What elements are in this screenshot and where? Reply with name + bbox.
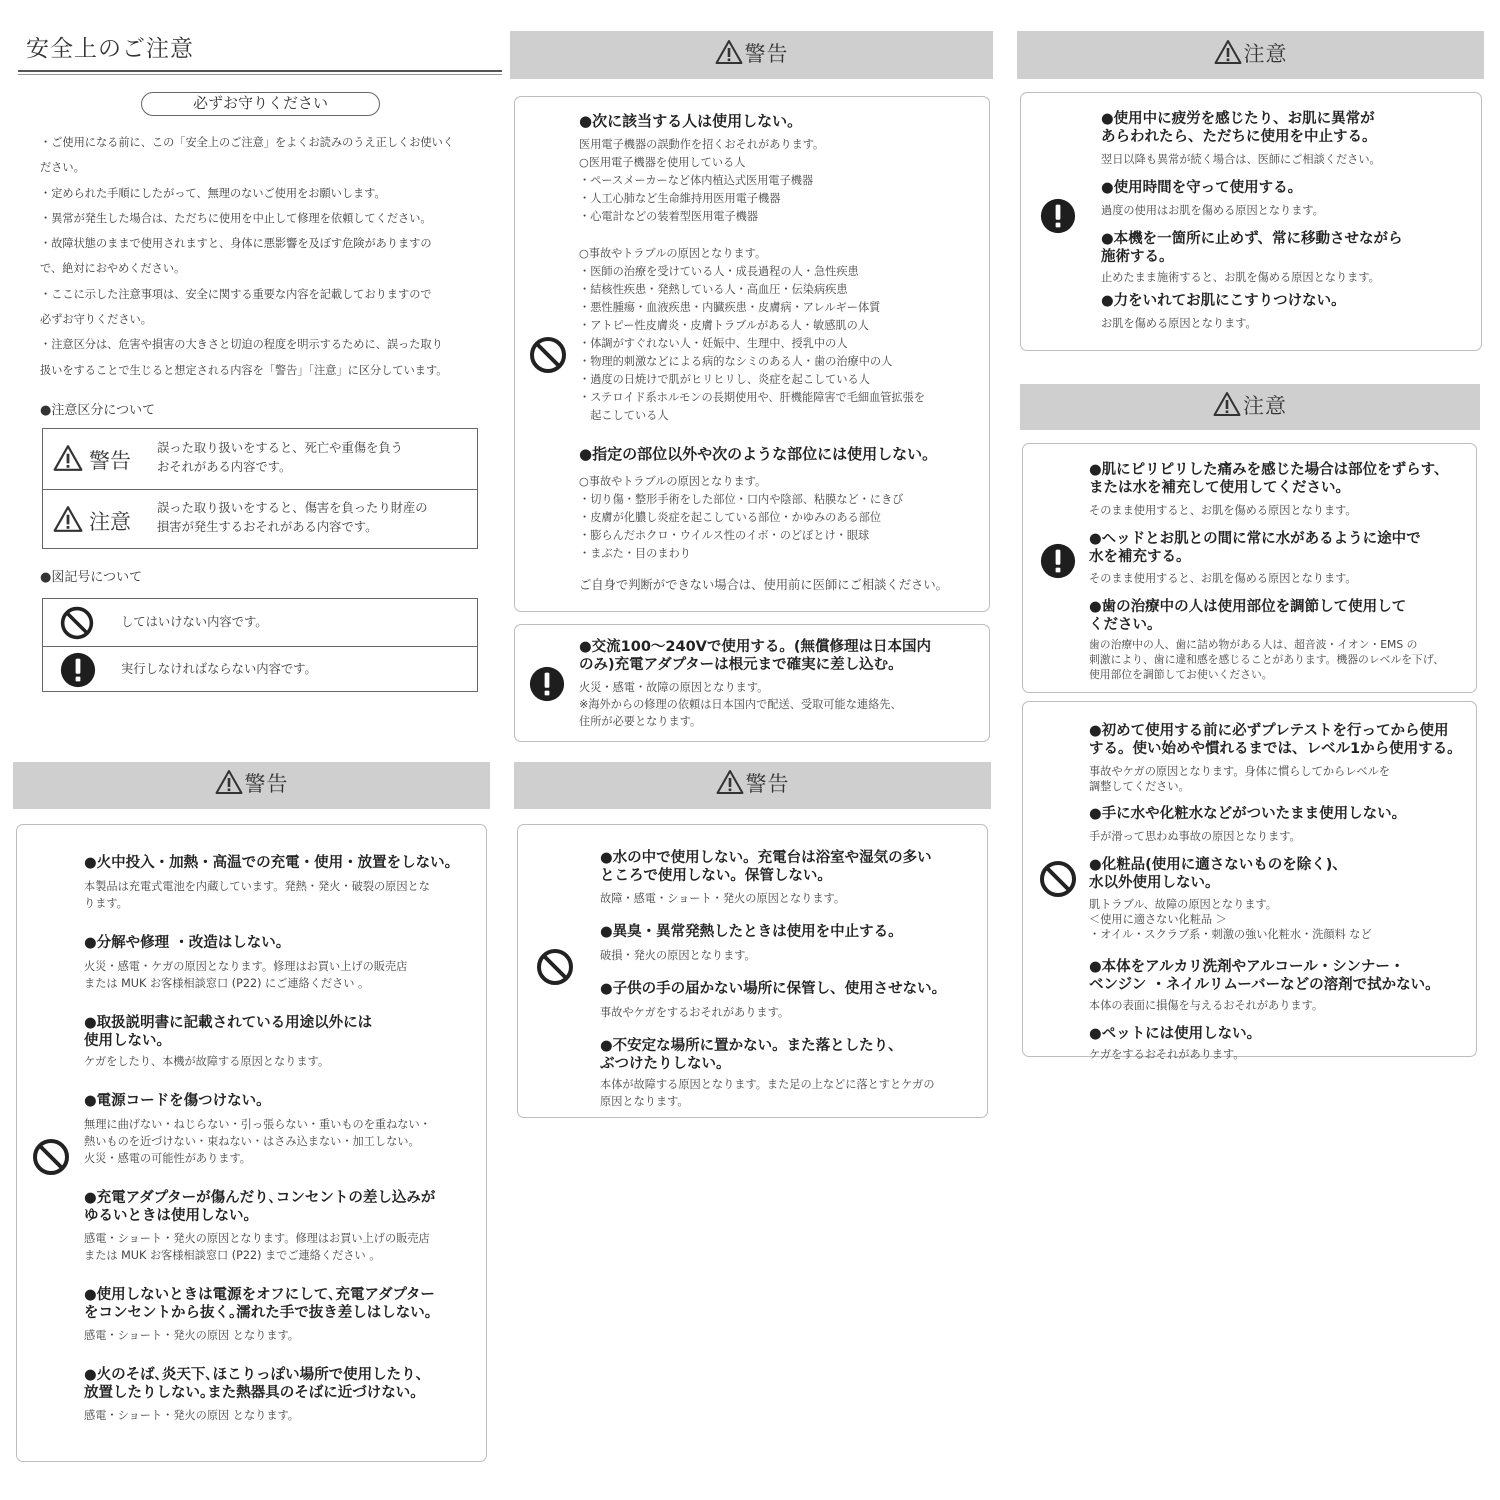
warning-box-persons (514, 96, 990, 612)
must-follow-badge: 必ずお守りください (141, 92, 380, 116)
item-heading: ●使用中に疲労を感じたり、お肌に異常が あらわれたら、ただちに使用を中止する。 (1101, 111, 1377, 145)
intro-line: ・ここに示した注意事項は、安全に関する重要な内容を記載しておりますので 必ずお守りください。 (40, 287, 432, 327)
caution-header-2 (1020, 384, 1480, 430)
item-note: 肌トラブル、故障の原因となります。 ＜使用に適さない化粧品 ＞ ・オイル・スクラブ系・刺激の強い化粧水・洗顔料 など (1089, 898, 1372, 941)
warning-triangle-icon (716, 769, 744, 795)
warning-triangle-icon (53, 444, 83, 472)
prohibition-icon (1038, 859, 1078, 899)
item-heading: ●子供の手の届かない場所に保管し、使用させない。 (600, 981, 947, 997)
item-heading: ●力をいれてお肌にこすりつけない。 (1101, 293, 1346, 309)
warning-box-fire (16, 824, 487, 1462)
warning-header-label: 警告 (745, 772, 790, 796)
item-heading: ●手に水や化粧水などがついたまま使用しない。 (1089, 806, 1407, 822)
symbol-desc: 実行しなければならない内容です。 (121, 662, 317, 676)
category-row-caution (43, 489, 477, 549)
consult-doctor-note: ご自身で判断ができない場合は、使用前に医師にご相談ください。 (579, 577, 948, 592)
symbol-row-prohibited (43, 599, 477, 646)
item-heading: ●本機を一箇所に止めず、常に移動させながら 施術する。 (1101, 231, 1403, 265)
item-note: 医用電子機器の誤動作を招くおそれがあります。 ○医用電子機器を使用している人 ・ペースメーカーなど体内植込式医用電子機器 ・人工心肺など生命維持用医用電子機器 ・心電計などの装着型医用電子機器 ○事故やトラブルの原因となります。 ・医師の治療を受けている人・成長過程の人・急性疾患 ・結核性疾患・発熱している人・高血圧・伝染病疾患 ・悪性腫瘍・血液疾患・内臓疾患・皮膚病・アレルギー体質 ・アトピー性皮膚炎・皮膚トラブルがある人・敏感肌の人 ・体調がすぐれない人・妊娠中、生理中、授乳中の人 ・物理的刺激などによる病的なシミのある人・歯の治療中の人 ・過度の日焼けで肌がヒリヒリし、炎症を起こしている人 ・ステロイド系ホルモンの長期使用や、肝機能障害で毛細血管拡張を 起こしている人 (579, 138, 926, 423)
title-divider-thin (18, 74, 502, 75)
intro-line: ・ご使用になる前に、この「安全上のご注意」をよくお読みのうえ正しくお使いく ださい。 (40, 136, 454, 175)
item-note: 止めたまま施術すると、お肌を傷める原因となります。 (1101, 271, 1380, 284)
item-heading: ●充電アダプターが傷んだり､コンセントの差し込みが ゆるいときは使用しない。 (84, 1190, 436, 1224)
item-note: 火災・感電・故障の原因となります。 ※海外からの修理の依頼は日本国内で配送、受取可能な連絡先、 住所が必要となります。 (579, 681, 902, 728)
symbol-legend (42, 598, 478, 692)
intro-line: ・定められた手順にしたがって、無理のないご使用をお願いします。 (40, 186, 386, 200)
warning-header-label: 警告 (244, 772, 289, 796)
item-heading: ●ヘッドとお肌との間に常に水があるように途中で 水を補充する。 (1089, 531, 1421, 565)
item-note: 本体が故障する原因となります。また足の上などに落とすとケガの 原因となります。 (600, 1078, 935, 1108)
caution-triangle-icon (1214, 39, 1242, 65)
item-note: 歯の治療中の人、歯に詰め物がある人は、超音波・イオン・EMS の 刺激により、歯に違和感を感じることがあります。機器のレベルを下げ、 使用部位を調節してお使いください。 (1089, 638, 1444, 681)
item-heading: ●火のそば､炎天下､ほこりっぽい場所で使用したり、 放置したりしない｡また熱器具のそばに近づけない。 (84, 1367, 431, 1401)
intro-line: ・故障状態のままで使用されますと、身体に悪影響を及ぼす危険がありますの で、絶対におやめください。 (40, 237, 432, 276)
symbol-heading: ●図記号について (40, 570, 143, 585)
item-heading: ●本体をアルカリ洗剤やアルコール・シンナー・ ベンジン ・ネイルリムーバーなどの溶剤で拭かない。 (1089, 959, 1440, 993)
caution-box-fatigue (1020, 92, 1482, 351)
item-note: 手が滑って思わぬ事故の原因となります。 (1089, 830, 1301, 843)
intro-list (40, 130, 488, 383)
item-note: 破損・発火の原因となります。 (600, 949, 756, 962)
prohibition-icon (31, 1137, 71, 1177)
mandatory-icon (1039, 197, 1077, 235)
item-note: 過度の使用はお肌を傷める原因となります。 (1101, 204, 1324, 217)
warning-box-water (517, 824, 988, 1118)
item-note: 本製品は充電式電池を内蔵しています。発熱・発火・破裂の原因とな ります。 (84, 880, 430, 910)
warning-triangle-icon (215, 769, 243, 795)
category-desc: 誤った取り扱いをすると、死亡や重傷を負う おそれがある内容です。 (157, 441, 403, 474)
item-heading: ●指定の部位以外や次のような部位には使用しない。 (579, 444, 938, 463)
item-heading: ●火中投入・加熱・高温での充電・使用・放置をしない。 (84, 855, 460, 871)
mandatory-icon (528, 665, 566, 703)
caution-triangle-icon (1213, 391, 1241, 417)
item-heading: ●次に該当する人は使用しない。 (579, 112, 803, 130)
category-desc: 誤った取り扱いをすると、傷害を負ったり財産の 損害が発生するおそれがある内容です。 (157, 501, 428, 534)
caution-triangle-icon (53, 505, 83, 533)
item-heading: ●分解や修理 ・改造はしない。 (84, 935, 291, 951)
item-note: 事故やケガの原因となります。身体に慣らしてからレベルを 調整してください。 (1089, 765, 1390, 793)
mandatory-icon (1039, 542, 1077, 580)
intro-line: ・注意区分は、危害や損害の大きさと切迫の程度を明示するために、誤った取り 扱いをすることで生じると想定される内容を「警告」「注意」に区分しています。 (40, 338, 448, 377)
item-heading: ●取扱説明書に記載されている用途以外には 使用しない。 (84, 1015, 373, 1049)
item-note: ケガをするおそれがあります。 (1089, 1048, 1245, 1061)
item-note: 無理に曲げない・ねじらない・引っ張らない・重いものを重ねない・ 熱いものを近づけない・束ねない・はさみ込まない・加工しない。 火災・感電の可能性があります。 (84, 1118, 431, 1165)
page-title: 安全上のご注意 (26, 36, 194, 62)
prohibition-icon (528, 335, 568, 375)
caution-box-skin (1022, 443, 1477, 693)
item-note: 故障・感電・ショート・発火の原因となります。 (600, 892, 846, 905)
item-note: 本体の表面に損傷を与えるおそれがあります。 (1089, 999, 1324, 1012)
intro-line: ・異常が発生した場合は、ただちに使用を中止して修理を依頼してください。 (40, 211, 432, 225)
item-heading: ●ペットには使用しない。 (1089, 1026, 1262, 1042)
category-label: 注意 (89, 510, 131, 534)
item-heading: ●電源コードを傷つけない。 (84, 1093, 271, 1109)
item-note: そのまま使用すると、お肌を傷める原因となります。 (1089, 572, 1357, 585)
item-heading: ●初めて使用する前に必ずプレテストを行ってから使用 する。使い始めや慣れるまでは、レベル1から使用する。 (1089, 723, 1462, 757)
caution-header-label: 注意 (1243, 394, 1287, 418)
warning-header (510, 31, 993, 79)
item-heading: ●歯の治療中の人は使用部位を調節して使用して ください。 (1089, 599, 1407, 633)
warning-header (13, 762, 490, 809)
item-heading: ●交流100～240Vで使用する。(無償修理は日本国内 のみ)充電アダプターは根元まで確実に差し込む。 (579, 639, 932, 673)
warning-triangle-icon (715, 39, 743, 65)
item-note: そのまま使用すると、お肌を傷める原因となります。 (1089, 504, 1357, 517)
item-note: 事故やケガをするおそれがあります。 (600, 1006, 790, 1019)
item-note: 感電・ショート・発火の原因となります。修理はお買い上げの販売店 または MUK お客様相談窓口 (P22) までご連絡ください 。 (84, 1232, 430, 1262)
prohibition-icon (59, 605, 95, 641)
caution-header-label: 注意 (1243, 42, 1288, 66)
item-heading: ●不安定な場所に置かない。また落としたり、 ぶつけたりしない。 (600, 1038, 903, 1072)
prohibition-icon (535, 947, 575, 987)
category-heading: ●注意区分について (40, 403, 156, 418)
category-label: 警告 (89, 449, 131, 473)
item-heading: ●化粧品(使用に適さないものを除く)、 水以外使用しない。 (1089, 857, 1347, 891)
mandatory-box-ac (514, 624, 990, 742)
mandatory-icon (59, 651, 97, 689)
caution-header-1 (1017, 31, 1484, 79)
title-divider (18, 70, 502, 72)
item-heading: ●水の中で使用しない。充電台は浴室や湿気の多い ところで使用しない。保管しない。 (600, 850, 932, 884)
item-note: ○事故やトラブルの原因となります。 ・切り傷・整形手術をした部位・口内や陰部、粘膜など・にきび ・皮膚が化膿し炎症を起こしている部位・かゆみのある部位 ・膨らんだホクロ・ウイルス性のイボ・のどぼとけ・眼球 ・まぶた・目のまわり (579, 474, 904, 560)
warning-header (514, 762, 991, 809)
category-legend (42, 428, 478, 549)
item-note: 感電・ショート・発火の原因 となります。 (84, 1409, 299, 1422)
item-note: 感電・ショート・発火の原因 となります。 (84, 1329, 299, 1342)
warning-header-label: 警告 (744, 42, 789, 66)
symbol-desc: してはいけない内容です。 (121, 615, 268, 629)
item-note: 火災・感電・ケガの原因となります。修理はお買い上げの販売店 または MUK お客様相談窓口 (P22) にご連絡ください 。 (84, 960, 408, 990)
item-heading: ●使用時間を守って使用する。 (1101, 180, 1303, 196)
item-heading: ●肌にピリピリした痛みを感じた場合は部位をずらす、 または水を補充して使用してください。 (1089, 462, 1449, 496)
item-note: ケガをしたり、本機が故障する原因となります。 (84, 1055, 330, 1068)
prohibition-box-usage (1022, 701, 1477, 1061)
item-note: 翌日以降も異常が続く場合は、医師にご相談ください。 (1101, 153, 1381, 166)
item-note: お肌を傷める原因となります。 (1101, 317, 1257, 330)
category-row-warning (43, 429, 477, 489)
symbol-row-mandatory (43, 646, 477, 693)
item-heading: ●異臭・異常発熱したときは使用を中止する。 (600, 924, 903, 940)
item-heading: ●使用しないときは電源をオフにして､充電アダプター をコンセントから抜く｡濡れた手で抜き差しはしない。 (84, 1287, 440, 1321)
